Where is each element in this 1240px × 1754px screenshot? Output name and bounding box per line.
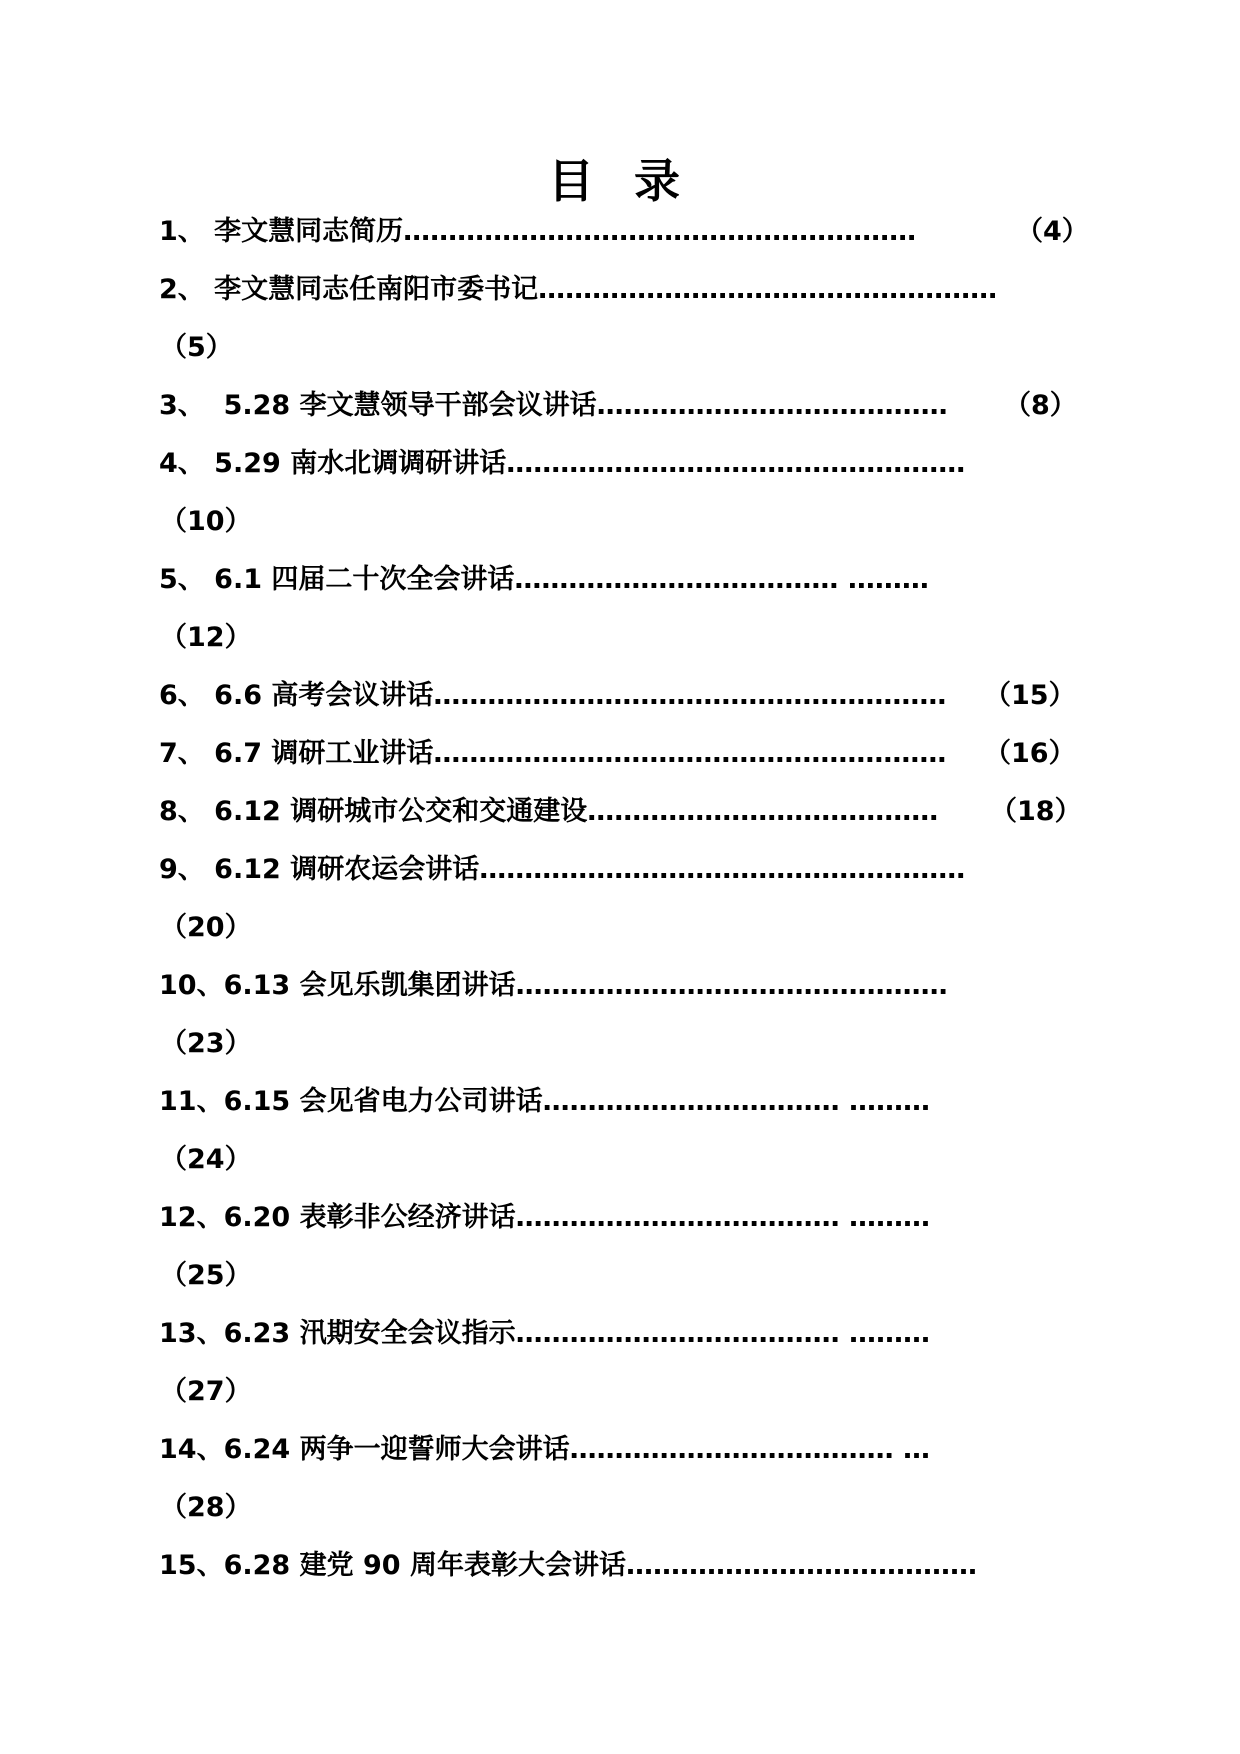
- toc-entry-4: 4、 5.29 南水北调调研讲话……………………………………………: [159, 448, 966, 479]
- toc-entry-8-page: （18）: [990, 796, 1082, 827]
- toc-entry-14-page: （28）: [160, 1492, 252, 1523]
- toc-entry-8: 8、 6.12 调研城市公交和交通建设…………………………………: [159, 796, 939, 827]
- toc-entry-11-page: （24）: [160, 1144, 252, 1175]
- toc-entry-10-page: （23）: [160, 1028, 252, 1059]
- toc-entry-9-page: （20）: [160, 912, 252, 943]
- toc-entry-2-page: （5）: [160, 332, 233, 363]
- toc-entry-6: 6、 6.6 高考会议讲话…………………………………………………: [159, 680, 947, 711]
- toc-entry-10: 10、6.13 会见乐凯集团讲话…………………………………………: [159, 970, 948, 1001]
- toc-entry-1-page: （4）: [1016, 216, 1089, 247]
- toc-entry-13-page: （27）: [160, 1376, 252, 1407]
- toc-title: 目 录: [547, 154, 692, 208]
- toc-entry-5: 5、 6.1 四届二十次全会讲话……………………………… ………: [159, 564, 929, 595]
- toc-entry-2: 2、 李文慧同志任南阳市委书记……………………………………………: [159, 274, 998, 305]
- toc-entry-12-page: （25）: [160, 1260, 252, 1291]
- toc-entry-6-page: （15）: [984, 680, 1076, 711]
- toc-entry-15: 15、6.28 建党 90 周年表彰大会讲话…………………………………: [159, 1550, 977, 1581]
- toc-entry-7: 7、 6.7 调研工业讲话…………………………………………………: [159, 738, 947, 769]
- toc-entry-14: 14、6.24 两争一迎誓师大会讲话……………………………… …: [159, 1434, 930, 1465]
- toc-entry-13: 13、6.23 汛期安全会议指示……………………………… ………: [159, 1318, 930, 1349]
- toc-entry-9: 9、 6.12 调研农运会讲话………………………………………………: [159, 854, 966, 885]
- toc-entry-7-page: （16）: [984, 738, 1076, 769]
- toc-entry-4-page: （10）: [160, 506, 252, 537]
- toc-entry-3-page: （8）: [1004, 390, 1077, 421]
- toc-entry-12: 12、6.20 表彰非公经济讲话……………………………… ………: [159, 1202, 930, 1233]
- toc-entry-11: 11、6.15 会见省电力公司讲话…………………………… ………: [159, 1086, 930, 1117]
- toc-entry-5-page: （12）: [160, 622, 252, 653]
- toc-entry-1: 1、 李文慧同志简历…………………………………………………: [159, 216, 917, 247]
- toc-entry-3: 3、 5.28 李文慧领导干部会议讲话…………………………………: [159, 390, 948, 421]
